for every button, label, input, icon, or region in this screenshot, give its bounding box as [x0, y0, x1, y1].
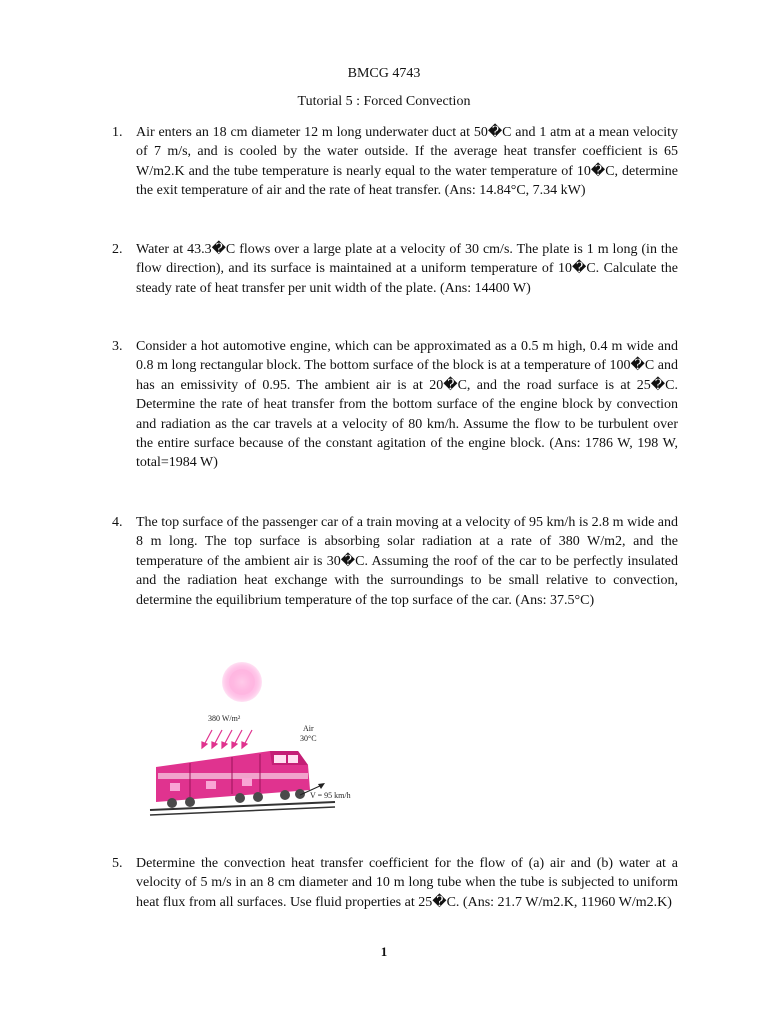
question-text: The top surface of the passenger car of a train moving at a velocity of 95 km/h is 2.8 m wide and 8 m long. The top surface is absorbing solar radiation at a rate of 380 W/m2, and the temperature of the ambient air is 30�C. Assuming the roof of the car to be perfectly insulated and the radiation heat exchange with the surroundings to be small relative to convection, determine the equilibrium temperature of the top surface of the car. (Ans: 37.5°C): [136, 515, 678, 608]
air-label: Air: [303, 724, 314, 733]
radiation-arrows-icon: [202, 730, 252, 748]
radiation-label: 380 W/m²: [208, 714, 241, 723]
question-number: 2.: [112, 242, 123, 257]
question-2: [112, 240, 678, 298]
air-temp-label: 30°C: [300, 734, 317, 743]
question-number: 5.: [112, 856, 123, 871]
page-number: 1: [380, 944, 388, 959]
question-text: Determine the convection heat transfer coefficient for the flow of (a) air and (b) water at a velocity of 5 m/s in an 8 cm diameter and 10 m long tube when the tube is subjected to uniform heat flux from all surfaces. Use fluid properties at 25�C. (Ans: 21.7 W/m2.K, 11960 W/m2.K): [136, 856, 678, 910]
question-3: [112, 337, 678, 473]
question-text: Water at 43.3�C flows over a large plate at a velocity of 30 cm/s. The plate is 1 m long (in the flow direction), and its surface is maintained at a uniform temperature of 10�C. Calculate the steady rate of heat transfer per unit width of the plate. (Ans: 14400 W): [136, 242, 678, 296]
tutorial-title: Tutorial 5 : Forced Convection: [297, 94, 471, 109]
question-text: Consider a hot automotive engine, which can be approximated as a 0.5 m high, 0.4 m wide and 0.8 m long rectangular block. The bottom surface of the block is at a temperature of 100�C and has an emissivity of 0.95. The ambient air is at 20�C, and the road surface is at 25�C. Determine the rate of heat transfer from the bottom surface of the engine block by convection and radiation as the car travels at a velocity of 80 km/h. Assume the flow to be turbulent over the entire surface because of the constant agitation of the engine block. (Ans: 1786 W, 198 W, total=1984 W): [136, 339, 678, 471]
question-number: 3.: [112, 339, 123, 354]
velocity-label: V = 95 km/h: [310, 791, 351, 800]
question-5: [112, 854, 678, 912]
question-1: [112, 123, 678, 201]
question-number: 4.: [112, 515, 123, 530]
sun-icon: [222, 662, 262, 702]
question-number: 1.: [112, 125, 123, 140]
train-figure: [150, 655, 351, 830]
question-text: Air enters an 18 cm diameter 12 m long underwater duct at 50�C and 1 atm at a mean velocity of 7 m/s, and is cooled by the water outside. If the average heat transfer coefficient is 65 W/m2.K and the tube temperature is nearly equal to the water temperature of 10�C, determine the exit temperature of air and the rate of heat transfer. (Ans: 14.84°C, 7.34 kW): [136, 125, 678, 199]
question-4: [112, 513, 678, 610]
train-icon: [150, 751, 335, 815]
course-code: BMCG 4743: [347, 66, 421, 81]
